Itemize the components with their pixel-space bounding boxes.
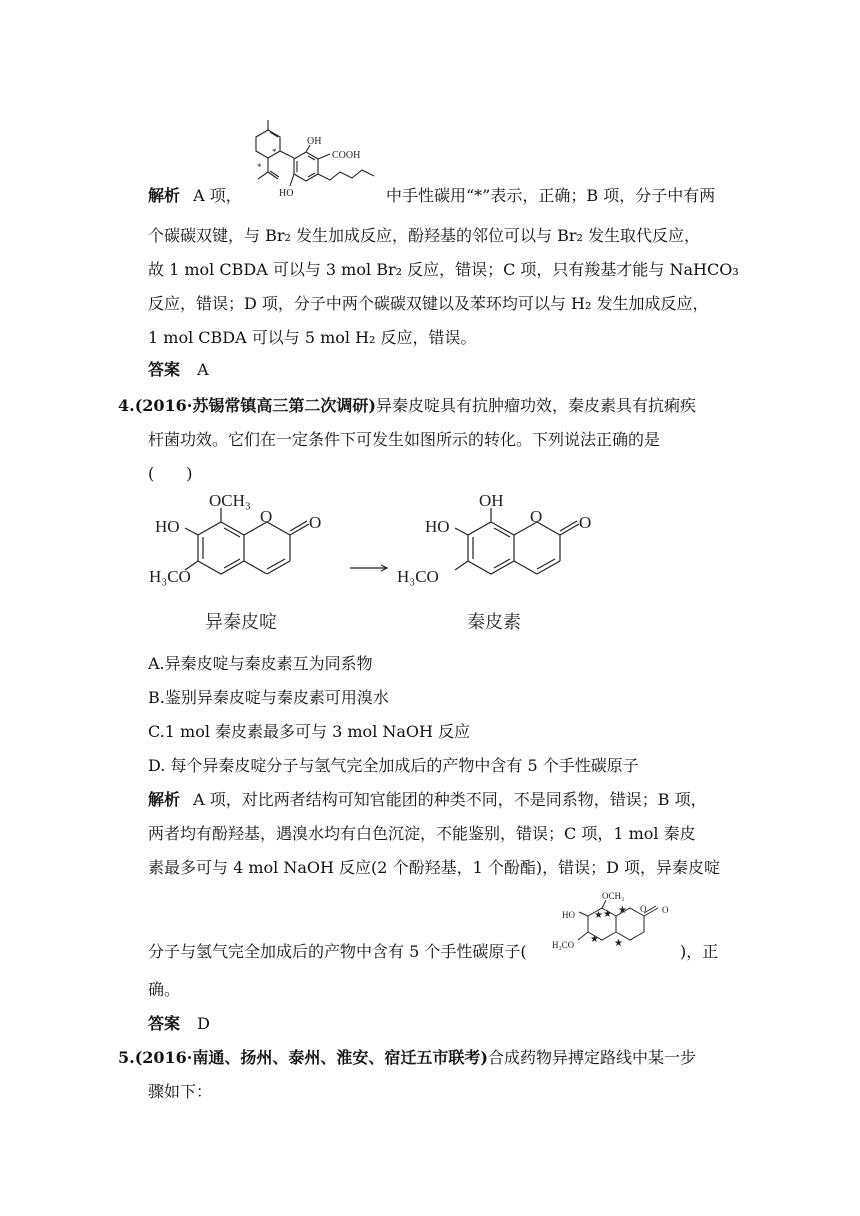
q3-answer: [148, 360, 209, 380]
c1-carbonyl-o-label: O: [309, 513, 322, 532]
q5-stem-line-2: 骤如下：: [148, 1082, 213, 1101]
product-h3co-label: H₃CO: [552, 940, 575, 950]
reaction-scheme: [145, 492, 605, 640]
q4-option-a: A.异秦皮啶与秦皮素互为同系物: [148, 654, 373, 673]
c1-h3co-label: H₃CO: [149, 567, 191, 586]
chiral-star-5: ★: [614, 938, 623, 949]
q4-analysis-line-3: 素最多可与 4 mol NaOH 反应(2 个酚羟基，1 个酚酯)，错误；D 项，异秦皮啶: [148, 858, 720, 877]
q4-answer: [148, 1014, 210, 1034]
product-carbonyl-o-label: O: [662, 905, 669, 915]
c1-ring-o-label: O: [260, 507, 273, 526]
q5-source: 5.(2016·南通、扬州、泰州、淮安、宿迁五市联考): [118, 1048, 488, 1067]
answer-label: 答案: [148, 360, 181, 379]
q4-option-c: C.1 mol 秦皮素最多可与 3 mol NaOH 反应: [148, 722, 471, 741]
c2-h3co-label: H₃CO: [397, 567, 439, 586]
cbda-structure: [248, 112, 388, 206]
q3-analysis-line-2: 个碳碳双键，与 Br₂ 发生加成反应，酚羟基的邻位可以与 Br₂ 发生取代反应，: [148, 226, 700, 245]
product-och3-label: OCH₃: [602, 891, 625, 901]
compound-2-name: 秦皮素: [467, 612, 521, 633]
q4-source: 4.(2016·苏锡常镇高三第二次调研): [118, 396, 376, 415]
cbda-star-1: *: [272, 147, 277, 157]
q4-option-d: D. 每个异秦皮啶分子与氢气完全加成后的产物中含有 5 个手性碳原子: [148, 756, 639, 775]
chiral-star-4: ★: [590, 934, 599, 945]
c2-ho-label: HO: [425, 517, 450, 536]
answer-value: A: [197, 360, 209, 379]
q3-analysis-line-1: 解析 A 项，: [148, 186, 242, 205]
q4-stem-line-2: 杆菌功效。它们在一定条件下可发生如图所示的转化。下列说法正确的是: [148, 430, 661, 449]
c1-ho-label: HO: [155, 517, 180, 536]
q4-answer-blank: ( ): [148, 464, 193, 483]
product-ho-label: HO: [562, 910, 575, 920]
analysis-label: 解析: [148, 186, 181, 205]
cbda-oh-label: OH: [307, 136, 322, 147]
answer-label: 答案: [148, 1014, 181, 1033]
q4-analysis-line-4b: )，正: [680, 942, 719, 961]
q5-stem-line-1: 5.(2016·南通、扬州、泰州、淮安、宿迁五市联考)合成药物异搏定路线中某一步: [118, 1048, 696, 1067]
cbda-cooh-label: COOH: [332, 150, 361, 161]
product-ring-o-label: O: [640, 904, 647, 914]
q4-option-b: B.鉴别异秦皮啶与秦皮素可用溴水: [148, 688, 389, 707]
cbda-star-2: *: [257, 162, 262, 172]
chiral-star-2: ★: [603, 909, 612, 920]
compound-1-name: 异秦皮啶: [205, 612, 277, 633]
q4-stem-line-1: 4.(2016·苏锡常镇高三第二次调研)异秦皮啶具有抗肿瘤功效，秦皮素具有抗痢疾: [118, 396, 696, 415]
answer-value: D: [197, 1014, 210, 1033]
q3-analysis-line-4: 反应，错误；D 项，分子中两个碳碳双键以及苯环均可以与 H₂ 发生加成反应，: [148, 294, 709, 313]
q4-analysis-line-2: 两者均有酚羟基，遇溴水均有白色沉淀，不能鉴别，错误；C 项，1 mol 秦皮: [148, 824, 696, 843]
cbda-ho-label: HO: [279, 188, 294, 199]
q4-analysis-line-1: 解析 A 项，对比两者结构可知官能团的种类不同，不是同系物，错误；B 项，: [148, 790, 707, 809]
q3-analysis-line-1b: 中手性碳用“*”表示，正确；B 项，分子中有两: [386, 186, 716, 205]
c1-och3-label: OCH₃: [209, 492, 251, 510]
c2-oh-label: OH: [479, 492, 504, 510]
chiral-star-3: ★: [618, 905, 627, 916]
q4-analysis-line-5: 确。: [148, 980, 181, 999]
analysis-label: 解析: [148, 790, 181, 809]
q3-analysis-line-5: 1 mol CBDA 可以与 5 mol H₂ 反应，错误。: [148, 328, 477, 347]
chiral-star-1: ★: [594, 910, 603, 921]
c2-ring-o-label: O: [530, 507, 543, 526]
hydrogenated-product-structure: [546, 888, 686, 970]
q4-analysis-line-4a: 分子与氢气完全加成后的产物中含有 5 个手性碳原子(: [148, 942, 527, 961]
c2-carbonyl-o-label: O: [579, 513, 592, 532]
q3-analysis-line-3: 故 1 mol CBDA 可以与 3 mol Br₂ 反应，错误；C 项，只有羧基才能与 NaHCO₃: [148, 260, 739, 279]
